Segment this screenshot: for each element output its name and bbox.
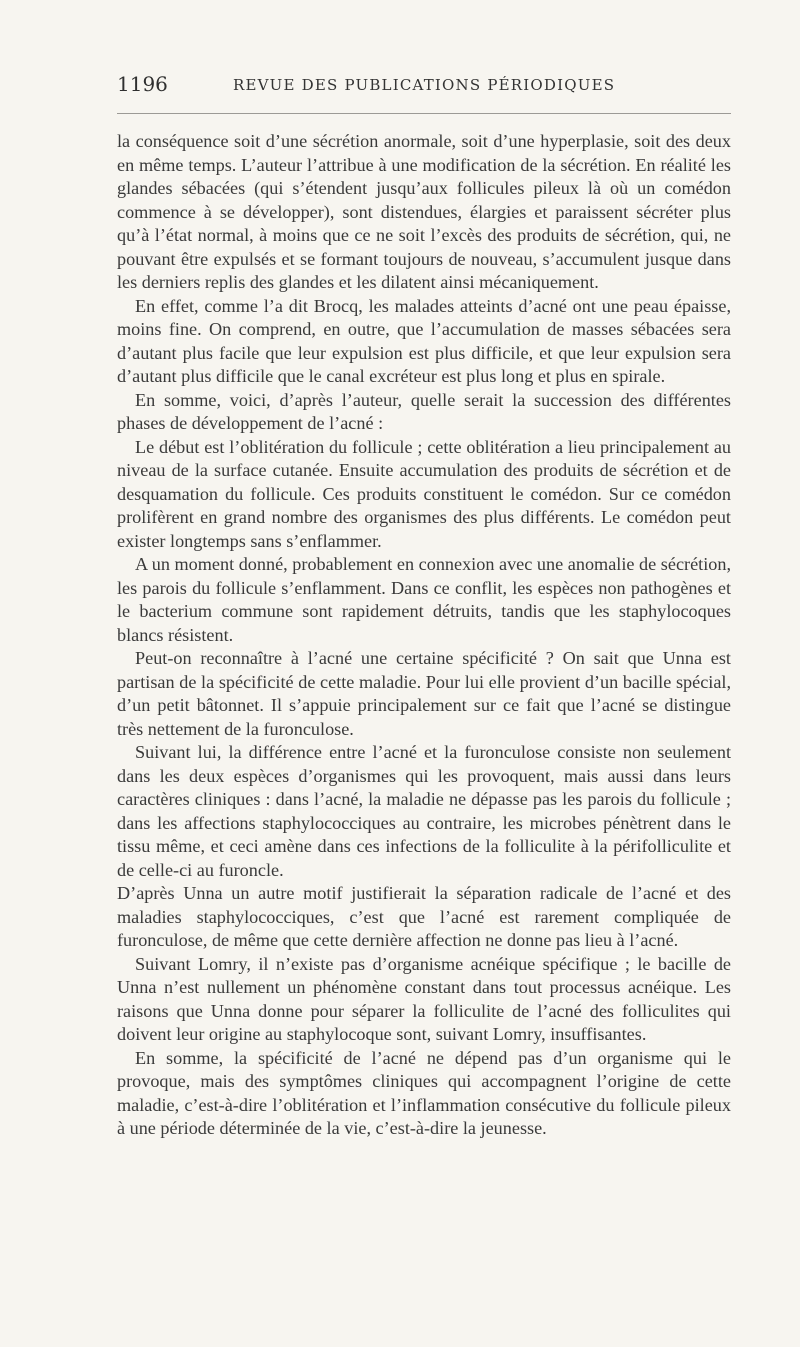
- paragraph-8: D’après Unna un autre motif justifierait la séparation radicale de l’acné et des maladies staphylococciques, c’est que l’acné est rarement compliquée de furonculose, de même que cette dernière affection ne donne pas lieu à l’acné.: [117, 883, 731, 950]
- paragraph-5: A un moment donné, probablement en connexion avec une anomalie de sécrétion, les parois du follicule s’enflamment. Dans ce conflit, les espèces non pathogènes et le bacterium commune sont rapidement détruits, tandis que les staphylocoques blancs résistent.: [117, 554, 731, 645]
- paragraph-10: En somme, la spécificité de l’acné ne dépend pas d’un organisme qui le provoque, mais des symptômes cliniques qui accompagnent l’origine de cette maladie, c’est-à-dire l’oblitération et l’inflammation consécutive du follicule pileux à une période déterminée de la vie, c’est-à-dire la jeunesse.: [117, 1047, 731, 1138]
- paragraph-4: Le début est l’oblitération du follicule ; cette oblitération a lieu principalement au niveau de la surface cutanée. Ensuite accumulation des produits de sécrétion et de desquamation du follicule. Ces produits constituent le comédon. Sur ce comédon prolifèrent en grand nombre des organismes des plus différents. Le comédon peut exister longtemps sans s’enflammer.: [117, 436, 731, 551]
- paragraph-3: En somme, voici, d’après l’auteur, quelle serait la succession des différentes phases de développement de l’acné :: [117, 389, 731, 433]
- running-title: REVUE DES PUBLICATIONS PÉRIODIQUES: [233, 76, 616, 94]
- paragraph-9: Suivant Lomry, il n’existe pas d’organisme acnéique spécifique ; le bacille de Unna n’est nullement un phénomène constant dans tout processus acnéique. Les raisons que Unna donne pour séparer la folliculite de l’acné des folliculites qui doivent leur origine au staphylocoque sont, suivant Lomry, insuffisantes.: [117, 953, 731, 1044]
- page-number: 1196: [117, 72, 168, 96]
- paragraph-1: la conséquence soit d’une sécrétion anormale, soit d’une hyperplasie, soit des deux en même temps. L’auteur l’attribue à une modification de la sécrétion. En réalité les glandes sébacées (qui s’étendent jusqu’aux follicules pileux là où un comédon commence à se développer), sont distendues, élargies et paraissent sécréter plus qu’à l’état normal, à moins que ce ne soit l’excès des produits de sécrétion, qui, ne pouvant être expulsés et se formant toujours de nouveau, s’accumulent jusque dans les derniers replis des glandes et les dilatent ainsi mécaniquement.: [117, 131, 731, 292]
- article-body: [117, 130, 731, 1141]
- header-rule: [117, 113, 731, 114]
- paragraph-7: Suivant lui, la différence entre l’acné et la furonculose consiste non seulement dans les deux espèces d’organismes qui les provoquent, mais aussi dans leurs caractères cliniques : dans l’acné, la maladie ne dépasse pas les parois du follicule ; dans les affections staphylococciques au contraire, les microbes pénètrent dans le tissu même, et ceci amène dans ces infections de la folliculite à la périfolliculite et de celle-ci au furoncle.: [117, 742, 731, 880]
- paragraph-2: En effet, comme l’a dit Brocq, les malades atteints d’acné ont une peau épaisse, moins fine. On comprend, en outre, que l’accumulation de masses sébacées sera d’autant plus facile que leur expulsion est plus difficile, et que leur expulsion sera d’autant plus difficile que le canal excréteur est plus long et plus en spirale.: [117, 295, 731, 386]
- paragraph-6: Peut-on reconnaître à l’acné une certaine spécificité ? On sait que Unna est partisan de la spécificité de cette maladie. Pour lui elle provient d’un bacille spécial, d’un petit bâtonnet. Il s’appuie principalement sur ce fait que l’acné se distingue très nettement de la furonculose.: [117, 648, 731, 739]
